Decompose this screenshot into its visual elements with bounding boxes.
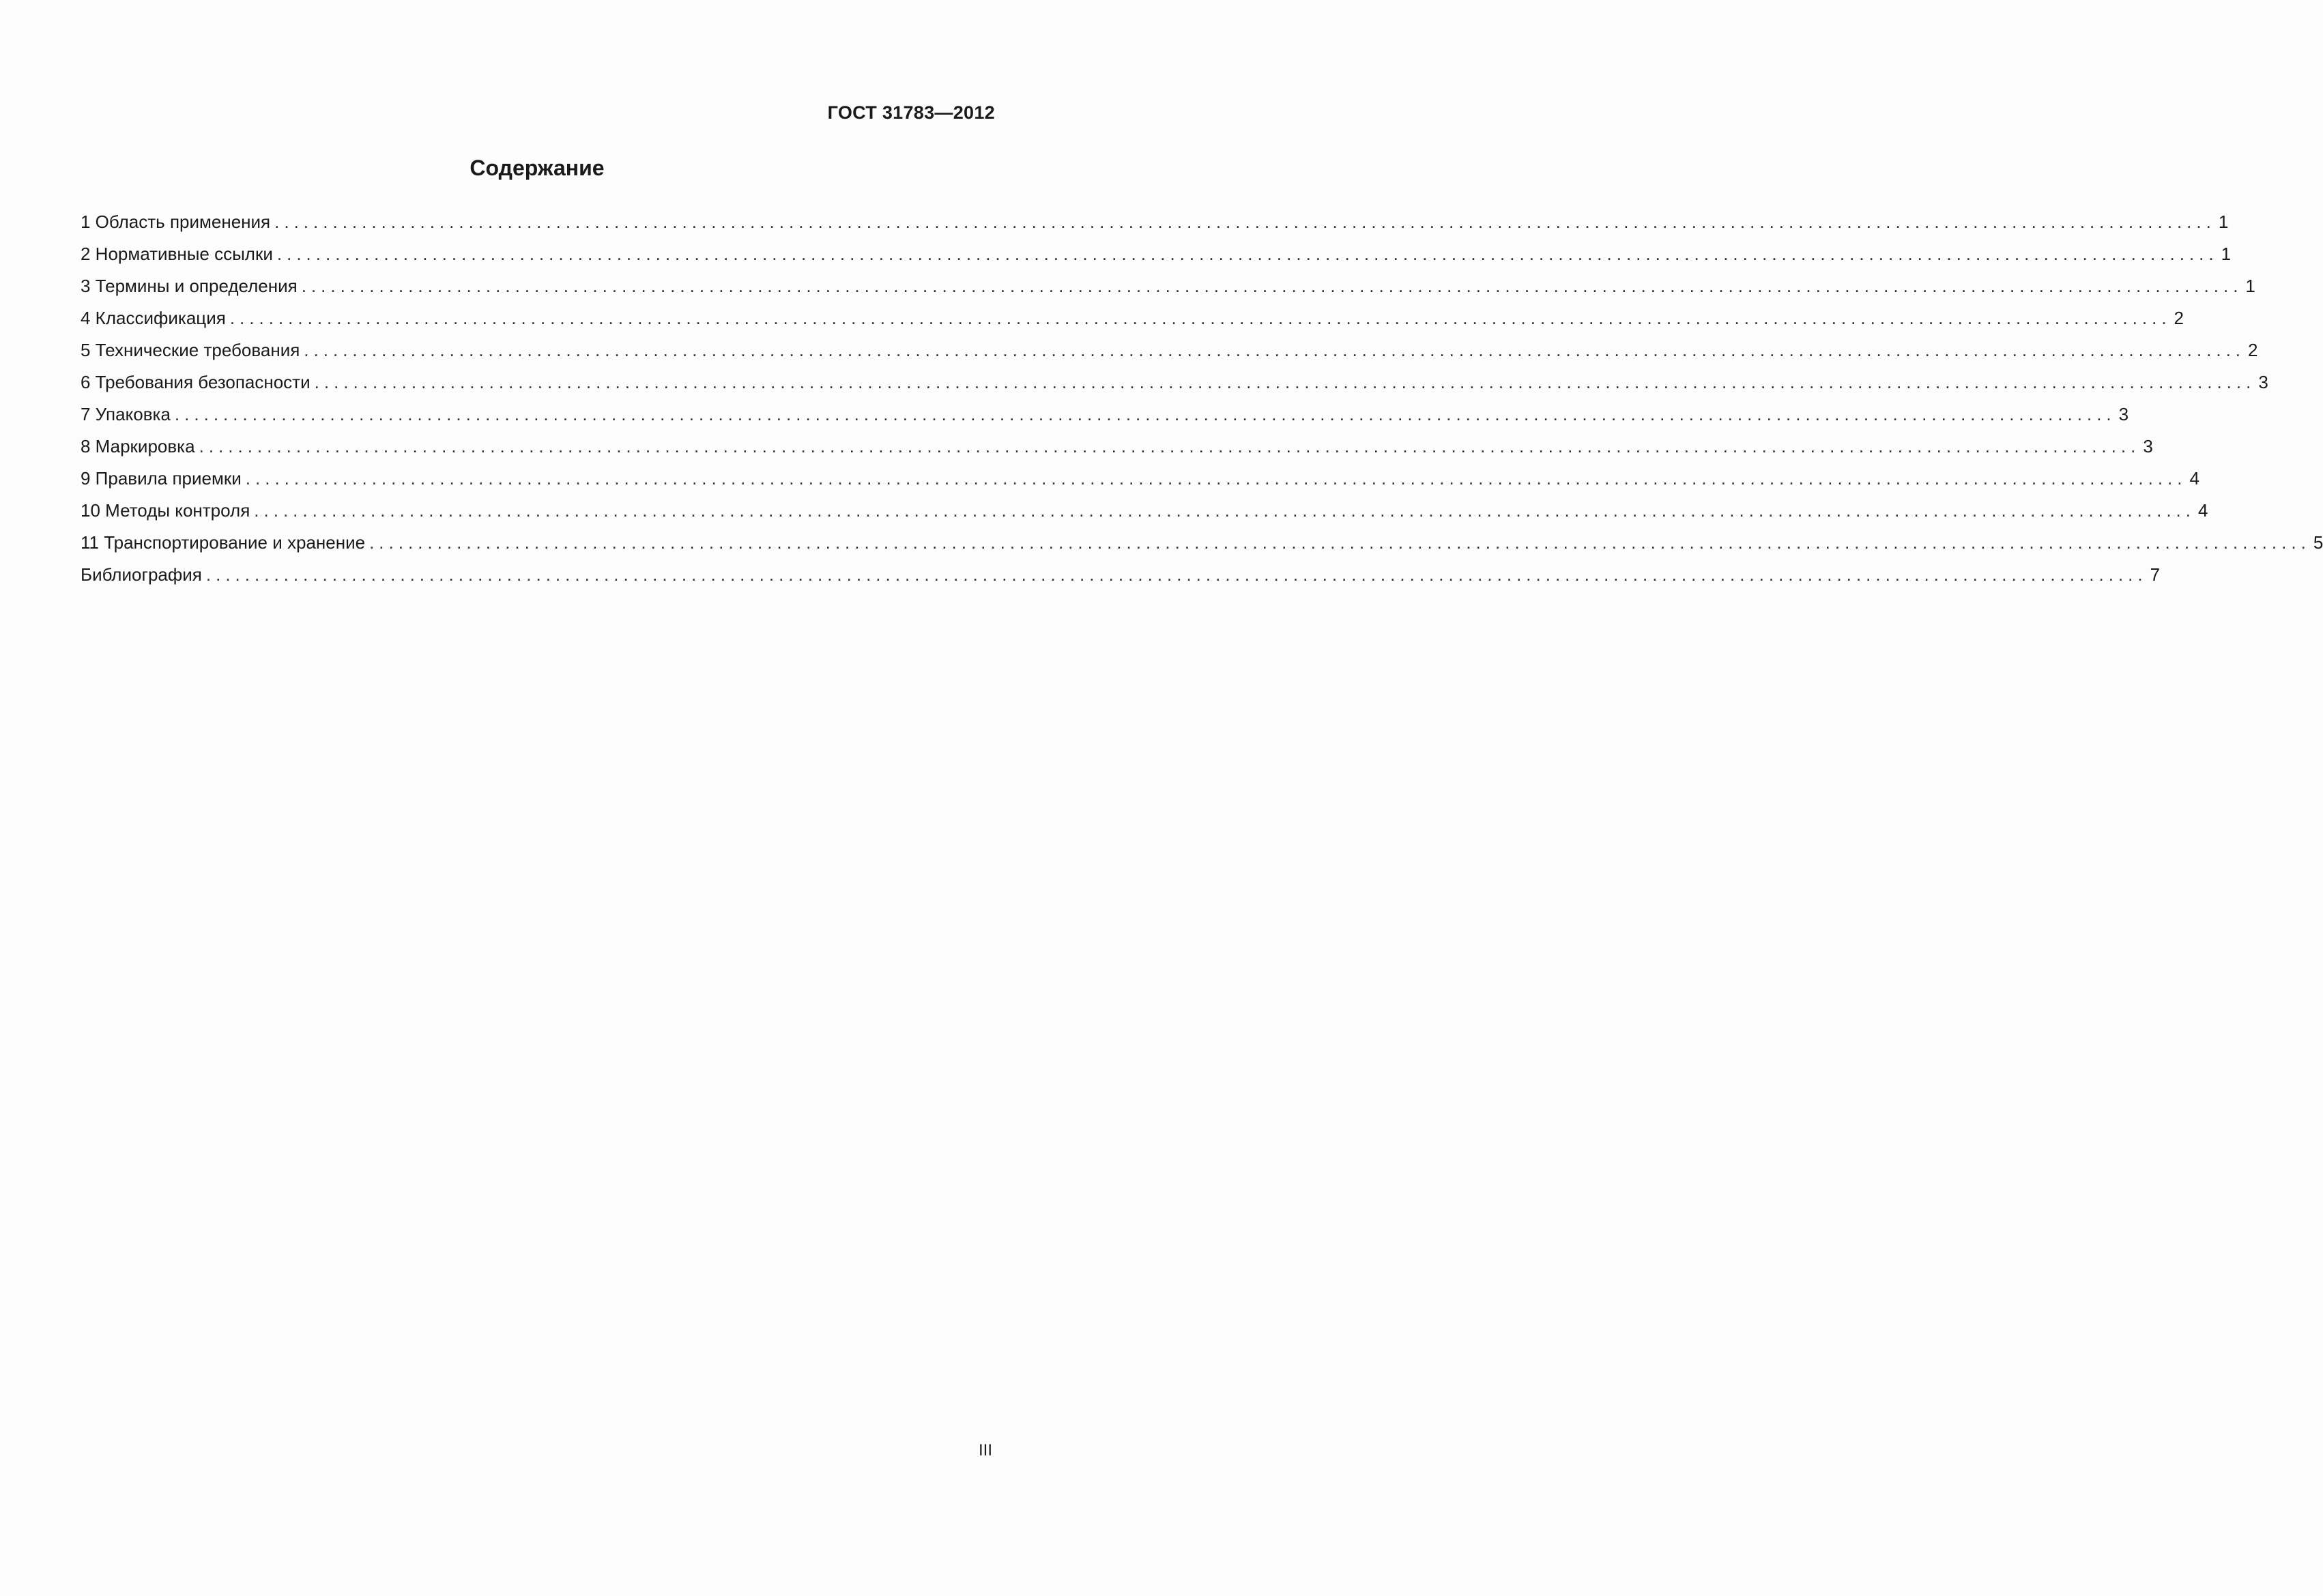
toc-entry-page: 3: [2118, 404, 2129, 424]
toc-entry[interactable]: [81, 206, 2229, 238]
toc-dot-leader: ........................................................................................................................................................................................................: [245, 468, 2187, 489]
toc-entry-page: 1: [2218, 212, 2229, 232]
toc-entry-page: 2: [2174, 308, 2184, 328]
toc-entry[interactable]: [81, 527, 2323, 559]
toc-entry-page: 1: [2245, 276, 2255, 296]
toc-entry-label: 9 Правила приемки: [81, 468, 242, 489]
toc-dot-leader: ........................................................................................................................................................................................................: [369, 532, 2311, 553]
toc-entry-label: 6 Требования безопасности: [81, 372, 311, 392]
toc-dot-leader: ........................................................................................................................................................................................................: [274, 212, 2216, 232]
toc-entry-page: 5: [2313, 532, 2323, 553]
toc-entry[interactable]: [81, 559, 2161, 591]
toc-dot-leader: ........................................................................................................................................................................................................: [276, 244, 2219, 264]
toc-dot-leader: ........................................................................................................................................................................................................: [301, 276, 2243, 296]
toc-entry[interactable]: [81, 334, 2258, 366]
toc-entry-page: 3: [2143, 436, 2153, 456]
toc-entry-label: 3 Термины и определения: [81, 276, 298, 296]
toc-entry-label: 7 Упаковка: [81, 404, 171, 424]
toc-entry-label: 10 Методы контроля: [81, 500, 250, 521]
toc-dot-leader: ........................................................................................................................................................................................................: [314, 372, 2256, 392]
table-of-contents: [81, 206, 2323, 591]
toc-entry-label: Библиография: [81, 564, 202, 585]
toc-entry-page: 7: [2150, 564, 2161, 585]
toc-dot-leader: ........................................................................................................................................................................................................: [199, 436, 2141, 456]
page-number: III: [978, 1441, 992, 1460]
toc-entry-label: 5 Технические требования: [81, 340, 300, 360]
toc-dot-leader: ........................................................................................................................................................................................................: [174, 404, 2116, 424]
toc-entry[interactable]: [81, 270, 2255, 302]
toc-entry-label: 2 Нормативные ссылки: [81, 244, 273, 264]
toc-entry[interactable]: [81, 463, 2199, 495]
toc-entry[interactable]: [81, 431, 2153, 463]
toc-dot-leader: ........................................................................................................................................................................................................: [205, 564, 2148, 585]
toc-entry-page: 4: [2198, 500, 2208, 521]
toc-entry-label: 11 Транспортирование и хранение: [81, 532, 366, 553]
toc-entry-page: 3: [2258, 372, 2268, 392]
toc-title: Содержание: [470, 156, 605, 180]
toc-entry[interactable]: [81, 495, 2208, 527]
toc-dot-leader: ........................................................................................................................................................................................................: [304, 340, 2246, 360]
document-code: ГОСТ 31783—2012: [827, 102, 995, 123]
toc-entry-label: 4 Классификация: [81, 308, 226, 328]
toc-entry-page: 4: [2189, 468, 2199, 489]
toc-entry[interactable]: [81, 366, 2268, 398]
toc-dot-leader: ........................................................................................................................................................................................................: [254, 500, 2196, 521]
toc-entry[interactable]: [81, 398, 2129, 431]
toc-entry-page: 1: [2221, 244, 2232, 264]
toc-dot-leader: ........................................................................................................................................................................................................: [229, 308, 2172, 328]
toc-entry-page: 2: [2248, 340, 2258, 360]
toc-entry[interactable]: [81, 302, 2184, 334]
toc-entry-label: 8 Маркировка: [81, 436, 195, 456]
toc-entry[interactable]: [81, 238, 2232, 270]
toc-entry-label: 1 Область применения: [81, 212, 271, 232]
